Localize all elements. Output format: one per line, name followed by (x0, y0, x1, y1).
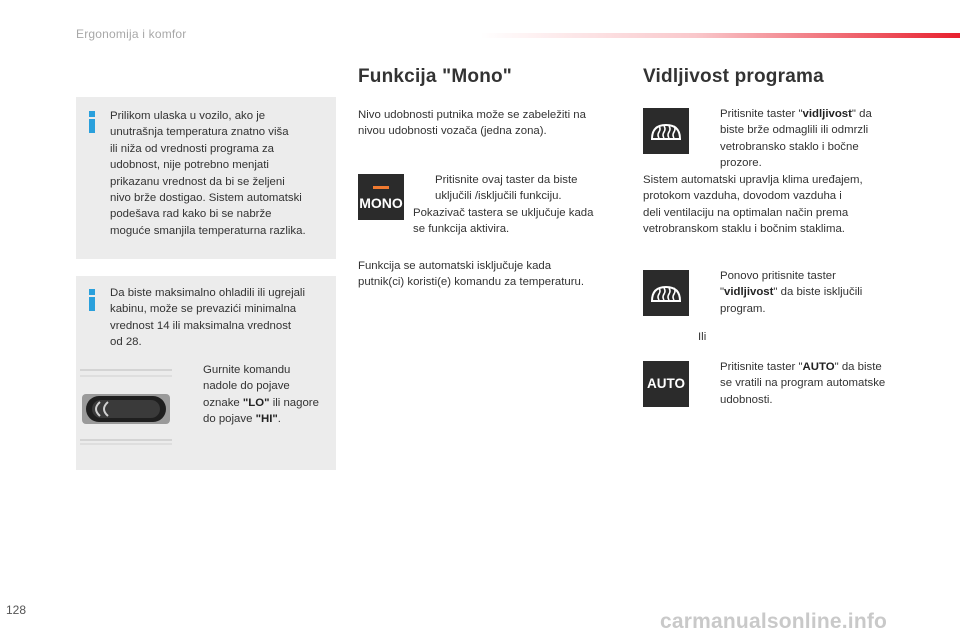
info-note-2: Da biste maksimalno ohladili ili ugrejali kabinu, može se prevazići minimalna vrednost 14 ili maksimalna vrednost od 28. (110, 287, 305, 349)
mono-button-label: MONO (359, 195, 403, 211)
windshield-defrost-icon (643, 270, 689, 316)
info-icon (89, 111, 95, 133)
watermark: carmanualsonline.info (660, 610, 888, 633)
auto-button-icon (643, 361, 689, 407)
section-header: Ergonomija i komfor (76, 27, 187, 41)
mono-step: Pritisnite ovaj taster da biste uključili /isključili funkciju. Pokazivač tastera se uključuje kada se funkcija aktivira. (413, 174, 594, 236)
temperature-knob-illustration (76, 366, 176, 446)
or-label: Ili (698, 331, 707, 343)
auto-button-label: AUTO (646, 376, 685, 391)
visibility-description: Sistem automatski upravlja klima uređajem, protokom vazduha, dovodom vazduha i deli ventilaciju na optimalan način prema vetrobranskom staklu i bočnim staklima. (643, 174, 863, 236)
info-note-1: Prilikom ulaska u vozilo, ako je unutrašnja temperatura znatno viša ili niža od vrednosti programa za udobnost, nije potrebno menjati prikazanu vrednost da bi se željeni nivo brže dostigao. Sistem automatski podešava rad kako bi se nabrže moguće smanjila temperaturna razlika. (110, 110, 306, 237)
visibility-step-2: Ponovo pritisnite taster "vidljivost" da biste isključili program. (720, 270, 863, 315)
knob-step: Gurnite komandu nadole do pojave oznake "LO" ili nagore do pojave "HI". (203, 364, 319, 426)
mono-outro: Funkcija se automatski isključuje kada putnik(ci) koristi(e) komandu za temperaturu. (358, 260, 584, 289)
visibility-step-3: Pritisnite taster "AUTO" da biste se vratili na program automatske udobnosti. (720, 361, 886, 406)
visibility-button-icon-2 (643, 270, 689, 316)
windshield-defrost-icon (643, 108, 689, 154)
info-icon (89, 289, 95, 311)
page-number: 128 (6, 603, 27, 617)
mono-indicator-icon (373, 186, 389, 189)
visibility-title: Vidljivost programa (643, 66, 824, 87)
header-accent-line (480, 33, 960, 38)
visibility-button-icon (643, 108, 689, 154)
info-box-1 (76, 97, 336, 259)
mono-intro: Nivo udobnosti putnika može se zabeležiti na nivou udobnosti vozača (jedna zona). (358, 109, 586, 138)
info-box-2 (76, 276, 336, 470)
visibility-step-1: Pritisnite taster "vidljivost" da biste brže odmaglili ili odmrzli vetrobransko staklo i bočne prozore. (720, 108, 872, 170)
mono-button-icon (358, 174, 404, 220)
mono-title: Funkcija "Mono" (358, 66, 513, 87)
